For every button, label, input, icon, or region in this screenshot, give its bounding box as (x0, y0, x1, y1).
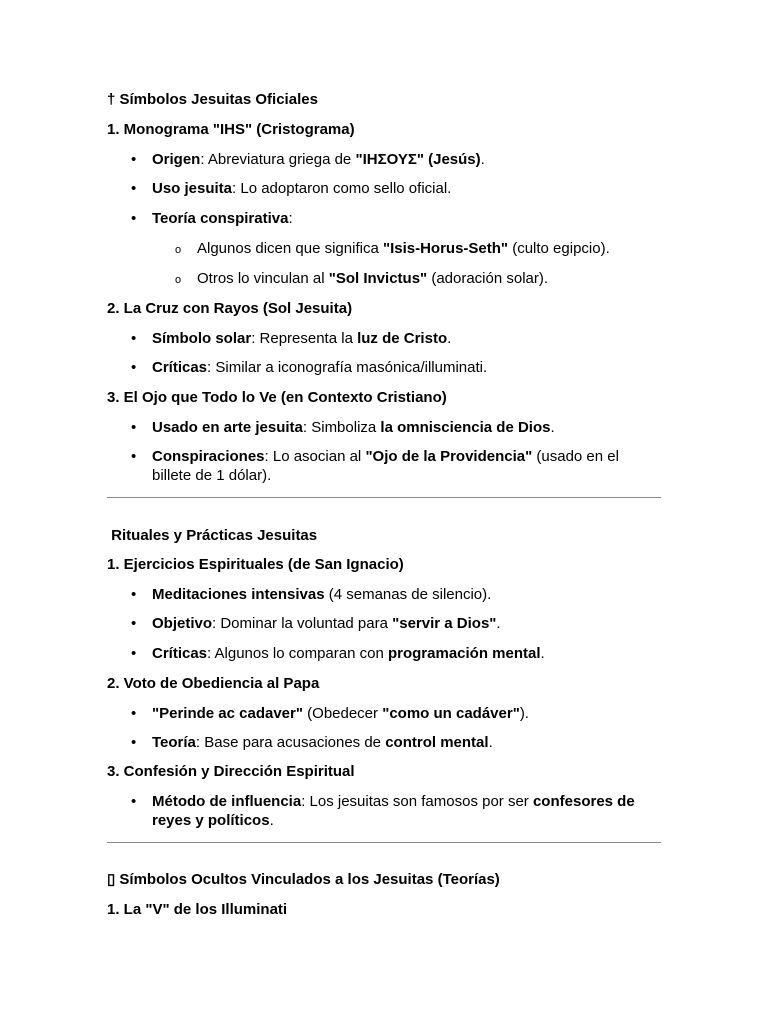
list-item: • Uso jesuita: Lo adoptaron como sello oficial. (131, 180, 452, 197)
sub-bullet-icon: o (175, 274, 182, 286)
section-title: † Símbolos Jesuitas Oficiales (107, 91, 318, 108)
sub-list-item: o Algunos dicen que significa "Isis-Horus-Seth" (culto egipcio). (197, 239, 610, 259)
list-item: • Símbolo solar: Representa la luz de Cristo. (131, 330, 452, 347)
list-item: • Usado en arte jesuita: Simboliza la omnisciencia de Dios. (131, 419, 555, 436)
bullet-icon: • (131, 151, 137, 168)
section-title: ▯ Símbolos Ocultos Vinculados a los Jesuitas (Teorías) (107, 871, 500, 888)
bullet-icon: • (131, 180, 137, 197)
sub-bullet-icon: o (175, 244, 182, 256)
bullet-icon: • (131, 734, 137, 751)
list-item-continuation: billete de 1 dólar). (152, 467, 272, 484)
list-item: • Objetivo: Dominar la voluntad para "servir a Dios". (131, 615, 501, 632)
bullet-icon: • (131, 793, 137, 810)
list-item: • Críticas: Algunos lo comparan con programación mental. (131, 645, 545, 662)
bullet-icon: • (131, 615, 137, 632)
list-item: • Teoría: Base para acusaciones de control mental. (131, 734, 493, 751)
list-item: • Origen: Abreviatura griega de "IHΣΟΥΣ" (Jesús). (131, 151, 485, 168)
item-heading: 3. Confesión y Dirección Espiritual (107, 763, 355, 780)
divider (107, 497, 661, 498)
bullet-icon: • (131, 330, 137, 347)
bullet-icon: • (131, 359, 137, 376)
list-item-continuation: reyes y políticos. (152, 812, 274, 829)
item-heading: 3. El Ojo que Todo lo Ve (en Contexto Cristiano) (107, 389, 447, 406)
item-heading: 1. La "V" de los Illuminati (107, 901, 288, 918)
bullet-icon: • (131, 419, 137, 436)
item-heading: 2. Voto de Obediencia al Papa (107, 675, 320, 692)
bullet-icon: • (131, 210, 137, 227)
list-item: • Teoría conspirativa: (131, 210, 293, 227)
list-item: • Meditaciones intensivas (4 semanas de silencio). (131, 586, 492, 603)
list-item: • Método de influencia: Los jesuitas son famosos por ser confesores de (131, 793, 635, 810)
bullet-icon: • (131, 448, 137, 465)
bullet-icon: • (131, 645, 137, 662)
item-heading: 1. Monograma "IHS" (Cristograma) (107, 121, 355, 138)
sub-list-item: o Otros lo vinculan al "Sol Invictus" (adoración solar). (197, 269, 548, 289)
bullet-icon: • (131, 586, 137, 603)
list-item: • Críticas: Similar a iconografía masónica/illuminati. (131, 359, 488, 376)
divider (107, 842, 661, 843)
bullet-icon: • (131, 705, 137, 722)
item-heading: 1. Ejercicios Espirituales (de San Ignacio) (107, 556, 404, 573)
section-title: Rituales y Prácticas Jesuitas (107, 527, 318, 544)
list-item: • "Perinde ac cadaver" (Obedecer "como un cadáver"). (131, 705, 529, 722)
list-item: • Conspiraciones: Lo asocian al "Ojo de la Providencia" (usado en el (131, 448, 619, 465)
item-heading: 2. La Cruz con Rayos (Sol Jesuita) (107, 300, 353, 317)
